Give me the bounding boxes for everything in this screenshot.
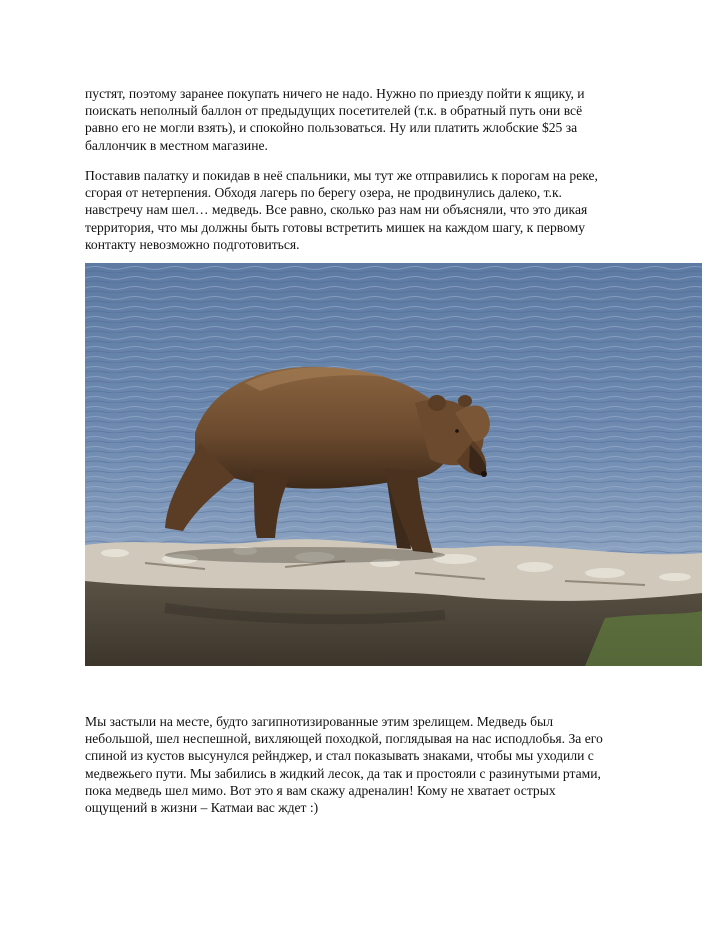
- paragraph-intro: пустят, поэтому заранее покупать ничего не надо. Нужно по приезду пойти к ящику, и поискать неполный баллон от предыдущих посетителей (т.к. в обратный путь они всё равно его не могли взять), и спокойно пользоваться. Ну или платить жлобские $25 за баллончик в местном магазине.: [85, 86, 585, 153]
- paragraph-reaction: Мы застыли на месте, будто загипнотизированные этим зрелищем. Медведь был небольшой, шел неспешной, вихляющей походкой, поглядывая на нас исподлобья. За его спиной из кустов высунулся рейнджер, и стал показывать знаками, чтобы мы уходили с медвежьего пути. Мы забились в жидкий лесок, да так и простояли с разинутыми ртами, пока медведь шел мимо. Вот это я вам скажу адреналин! Кому не хватает острых ощущений в жизни – Катмаи вас ждет :): [85, 714, 603, 816]
- paragraph-bear-encounter: Поставив палатку и покидав в неё спальники, мы тут же отправились к порогам на реке, сгорая от нетерпения. Обходя лагерь по берегу озера, не продвинулись далеко, т.к. навстречу нам шел… медведь. Все равно, сколько раз нам ни объясняли, что это дикая территория, что мы должны быть готовы встретить мишек на каждом шагу, к первому контакту невозможно подготовиться.: [85, 168, 598, 252]
- bear-photo: [85, 263, 702, 666]
